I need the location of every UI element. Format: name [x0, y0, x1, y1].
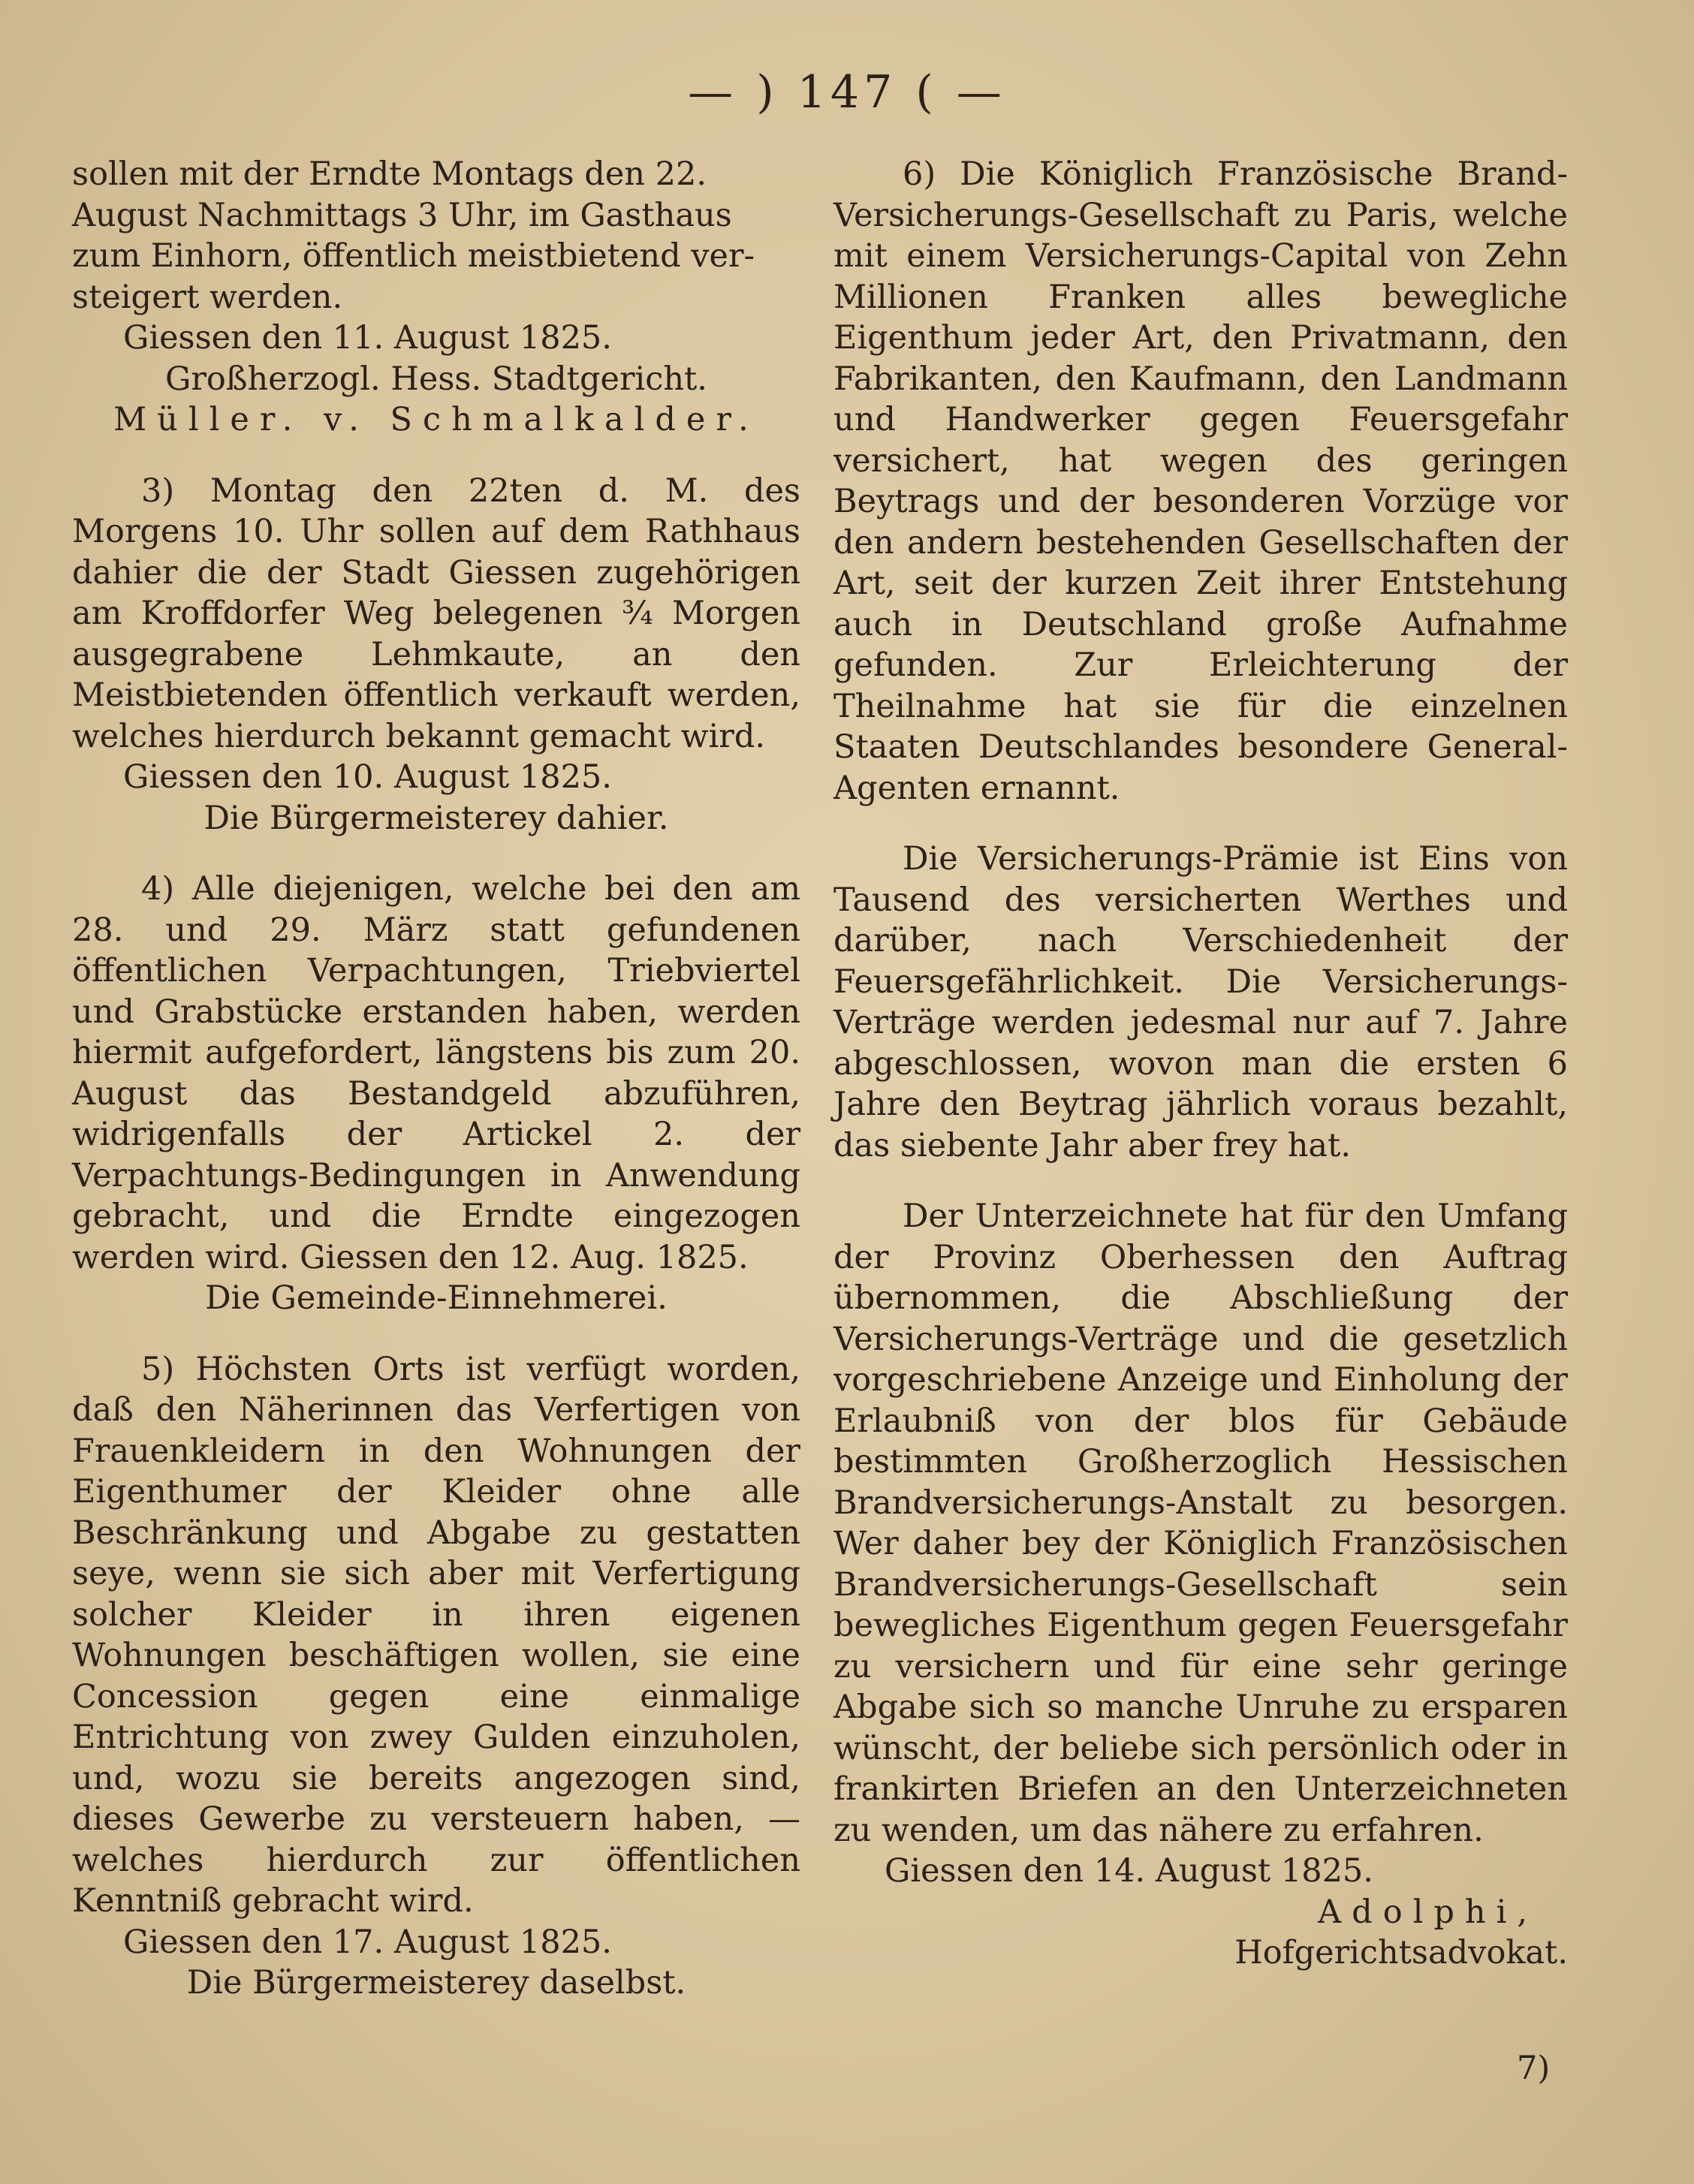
catchword: 7) [1517, 2050, 1551, 2087]
notice-6-date: Giessen den 14. August 1825. [885, 1852, 1373, 1890]
notice-6-signature-name: Adolphi, [1318, 1893, 1538, 1931]
notice-2-line-2: August Nachmittags 3 Uhr, im Gasthaus [72, 196, 732, 234]
page-number-header: — ) 147 ( — [688, 66, 1006, 119]
notice-4-signature: Die Gemeinde-Einnehmerei. [205, 1279, 668, 1317]
left-column [72, 154, 800, 2004]
notice-2-line-1: sollen mit der Erndte Montags den 22. [72, 155, 707, 193]
notice-2-line-3: zum Einhorn, öffentlich meistbietend ver- [72, 237, 755, 275]
notice-6-text: 6) Die Königlich Französische Brand-Versicherungs-Gesellschaft zu Paris, welche mit einem Versicherungs-Capital von Zehn Millionen Franken alles bewegliche Eigenthum jeder Art, den Privatmann, den Fabrikanten, den Kaufmann, den Landmann und Handwerker gegen Feuersgefahr versichert, hat wegen des geringen Beytrags und der besonderen Vorzüge vor den andern bestehenden Gesellschaften der Art, seit der kurzen Zeit ihrer Entstehung auch in Deutschland große Aufnahme gefunden. Zur Erleichterung der Theilnahme hat sie für die einzelnen Staaten Deutschlandes besondere General-Agenten ernannt. [833, 155, 1568, 807]
notice-5-date: Giessen den 17. August 1825. [123, 1923, 612, 1961]
notice-2-signature-names: Müller. v. Schmalkalder. [113, 401, 759, 438]
notice-4-text: 4) Alle diejenigen, welche bei den am 28. und 29. März statt gefundenen öffentlichen Verpachtungen, Triebviertel und Grabstücke erstanden haben, werden hiermit aufgefordert, längstens bis zum 20. August das Bestandgeld abzuführen, widrigenfalls der Artickel 2. der Verpachtungs-Bedingungen in Anwendung gebracht, und die Erndte eingezogen werden wird. Giessen den 12. Aug. 1825. [72, 870, 800, 1276]
notice-5-signature: Die Bürgermeisterey daselbst. [186, 1964, 686, 2002]
notice-6-premium-text: Die Versicherungs-Prämie ist Eins von Tausend des versicherten Werthes und darüber, nach Verschiedenheit der Feuersgefährlichkeit. Die Versicherungs-Verträge werden jedesmal nur auf 7. Jahre abgeschlossen, wovon man die ersten 6 Jahre den Beytrag jährlich voraus bezahlt, das siebente Jahr aber frey hat. [833, 840, 1568, 1164]
notice-5-text: 5) Höchsten Orts ist verfügt worden, daß den Näherinnen das Verfertigen von Frauenkleidern in den Wohnungen der Eigenthumer der Kleider ohne alle Beschränkung und Abgabe zu gestatten seye, wenn sie sich aber mit Verfertigung solcher Kleider in ihren eigenen Wohnungen beschäftigen wollen, sie eine Concession gegen eine einmalige Entrichtung von zwey Gulden einzuholen, und, wozu sie bereits angezogen sind, dieses Gewerbe zu versteuern haben, — welches hierdurch zur öffentlichen Kenntniß gebracht wird. [72, 1350, 800, 1920]
notice-6-agent-text: Der Unterzeichnete hat für den Umfang der Provinz Oberhessen den Auftrag übernommen, die Abschließung der Versicherungs-Verträge und die gesetzlich vorgeschriebene Anzeige und Einholung der Erlaubniß von der blos für Gebäude bestimmten Großherzoglich Hessischen Brandversicherungs-Anstalt zu besorgen. Wer daher bey der Königlich Französischen Brandversicherungs-Gesellschaft sein bewegliches Eigenthum gegen Feuersgefahr zu versichern und für eine sehr geringe Abgabe sich so manche Unruhe zu ersparen wünscht, der beliebe sich persönlich oder in frankirten Briefen an den Unterzeichneten zu wenden, um das nähere zu erfahren. [833, 1197, 1568, 1849]
notice-3-date: Giessen den 10. August 1825. [123, 758, 612, 796]
notice-6-signature-title: Hofgerichtsadvokat. [1234, 1934, 1568, 1972]
notice-2-line-4: steigert werden. [72, 278, 343, 316]
notice-3-text: 3) Montag den 22ten d. M. des Morgens 10. Uhr sollen auf dem Rathhaus dahier die der Stadt Giessen zugehörigen am Kroffdorfer Weg belegenen ¾ Morgen ausgegrabene Lehmkaute, an den Meistbietenden öffentlich verkauft werden, welches hierdurch bekannt gemacht wird. [72, 471, 800, 755]
notice-3-signature: Die Bürgermeisterey dahier. [203, 799, 669, 837]
notice-2-signature-office: Großherzogl. Hess. Stadtgericht. [165, 360, 707, 398]
right-column [833, 154, 1568, 1974]
notice-2-date: Giessen den 11. August 1825. [123, 319, 612, 357]
